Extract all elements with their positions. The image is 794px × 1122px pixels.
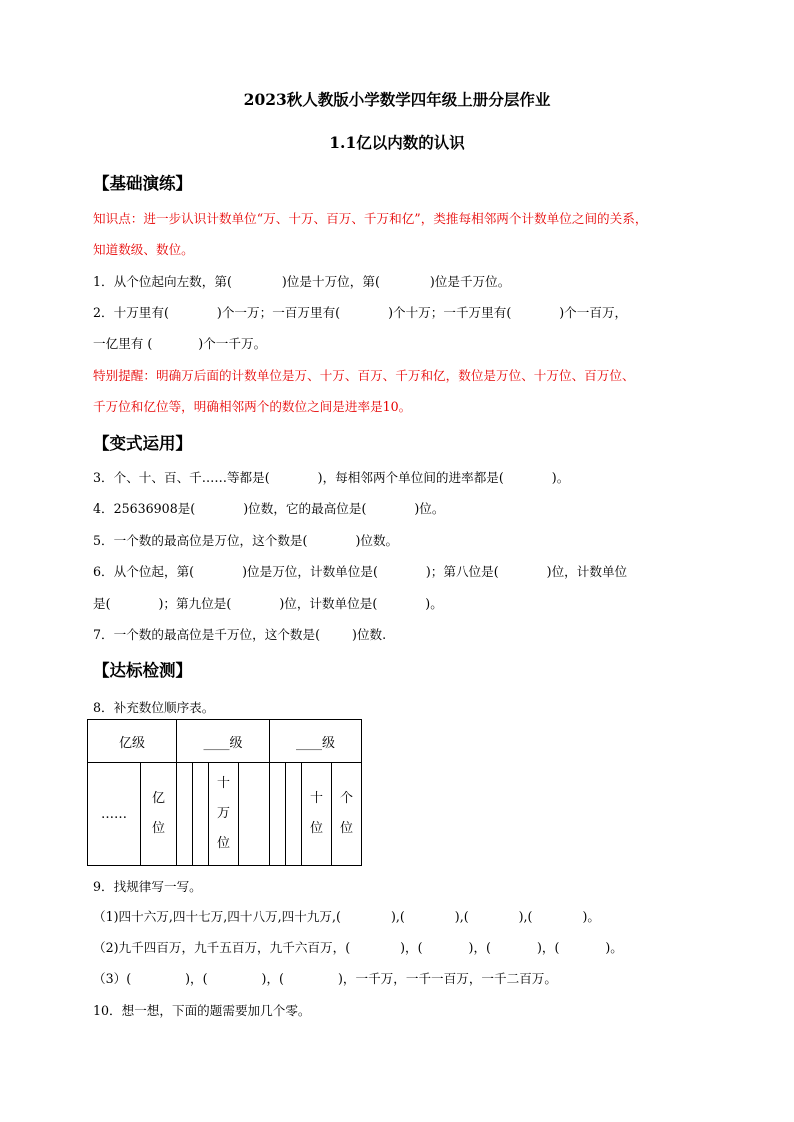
question-9-label: 9．找规律写一写。 [93,879,202,894]
question-9-part-2: （2)九千四百万，九千五百万，九千六百万，( )，( )，( )，( )。 [93,940,623,955]
question-9-part-3: （3）( )，( )，( )，一千万，一千一百万，一千二百万。 [93,971,557,986]
lesson-subtitle: 1.1亿以内数的认识 [329,133,465,152]
section-basic: 【基础演练】 [93,174,192,193]
question-5: 5．一个数的最高位是万位，这个数是( )位数。 [93,533,399,548]
cell-blank-5 [286,763,302,866]
cell-blank-2 [193,763,209,866]
knowledge-point-line1: 知识点：进一步认识计数单位“万、十万、百万、千万和亿”，类推每相邻两个计数单位之间的关系， [93,211,648,226]
cell-ge-wei: 个 位 [332,763,362,866]
question-6-line2: 是( )；第九位是( )位，计数单位是( )。 [93,596,443,611]
cell-blank-4 [270,763,286,866]
question-1: 1．从个位起向左数，第( )位是十万位，第( )位是千万位。 [93,274,511,289]
section-variant: 【变式运用】 [93,434,192,453]
reminder-line1: 特别提醒：明确万后面的计数单位是万、十万、百万、千万和亿，数位是万位、十万位、百万位、 [93,368,635,383]
question-2-line2: 一亿里有 ( )个一千万。 [93,336,267,351]
header-blank-level-2: ____级 [270,720,362,763]
question-9-part-1: （1)四十六万,四十七万,四十八万,四十九万,( ),( ),( ),( )。 [93,909,600,924]
question-6-line1: 6．从个位起，第( )位是万位，计数单位是( )；第八位是( )位，计数单位 [93,564,628,579]
header-blank-level-1: ____级 [177,720,270,763]
question-10-label: 10．想一想，下面的题需要加几个零。 [93,1003,311,1018]
cell-shiwan-wei: 十 万 位 [209,763,239,866]
cell-dots: …… [88,763,141,866]
question-2-line1: 2．十万里有( )个一万；一百万里有( )个十万；一千万里有( )个一百万， [93,305,628,320]
knowledge-point-line2: 知道数级、数位。 [93,242,194,257]
cell-blank-1 [177,763,193,866]
place-value-table [87,719,362,866]
worksheet-title: 2023秋人教版小学数学四年级上册分层作业 [243,90,551,109]
cell-blank-3 [239,763,270,866]
reminder-line2: 千万位和亿位等，明确相邻两个的数位之间是进率是10。 [93,399,412,414]
cell-yi-wei: 亿 位 [140,763,176,866]
header-yi-level: 亿级 [88,720,177,763]
cell-shi-wei: 十 位 [302,763,332,866]
section-test: 【达标检测】 [93,661,192,680]
question-4: 4．25636908是( )位数，它的最高位是( )位。 [93,501,445,516]
question-8-label: 8．补充数位顺序表。 [93,700,215,715]
question-7: 7．一个数的最高位是千万位，这个数是( )位数. [93,627,387,642]
question-3: 3．个、十、百、千……等都是( )，每相邻两个单位间的进率都是( )。 [93,470,570,485]
